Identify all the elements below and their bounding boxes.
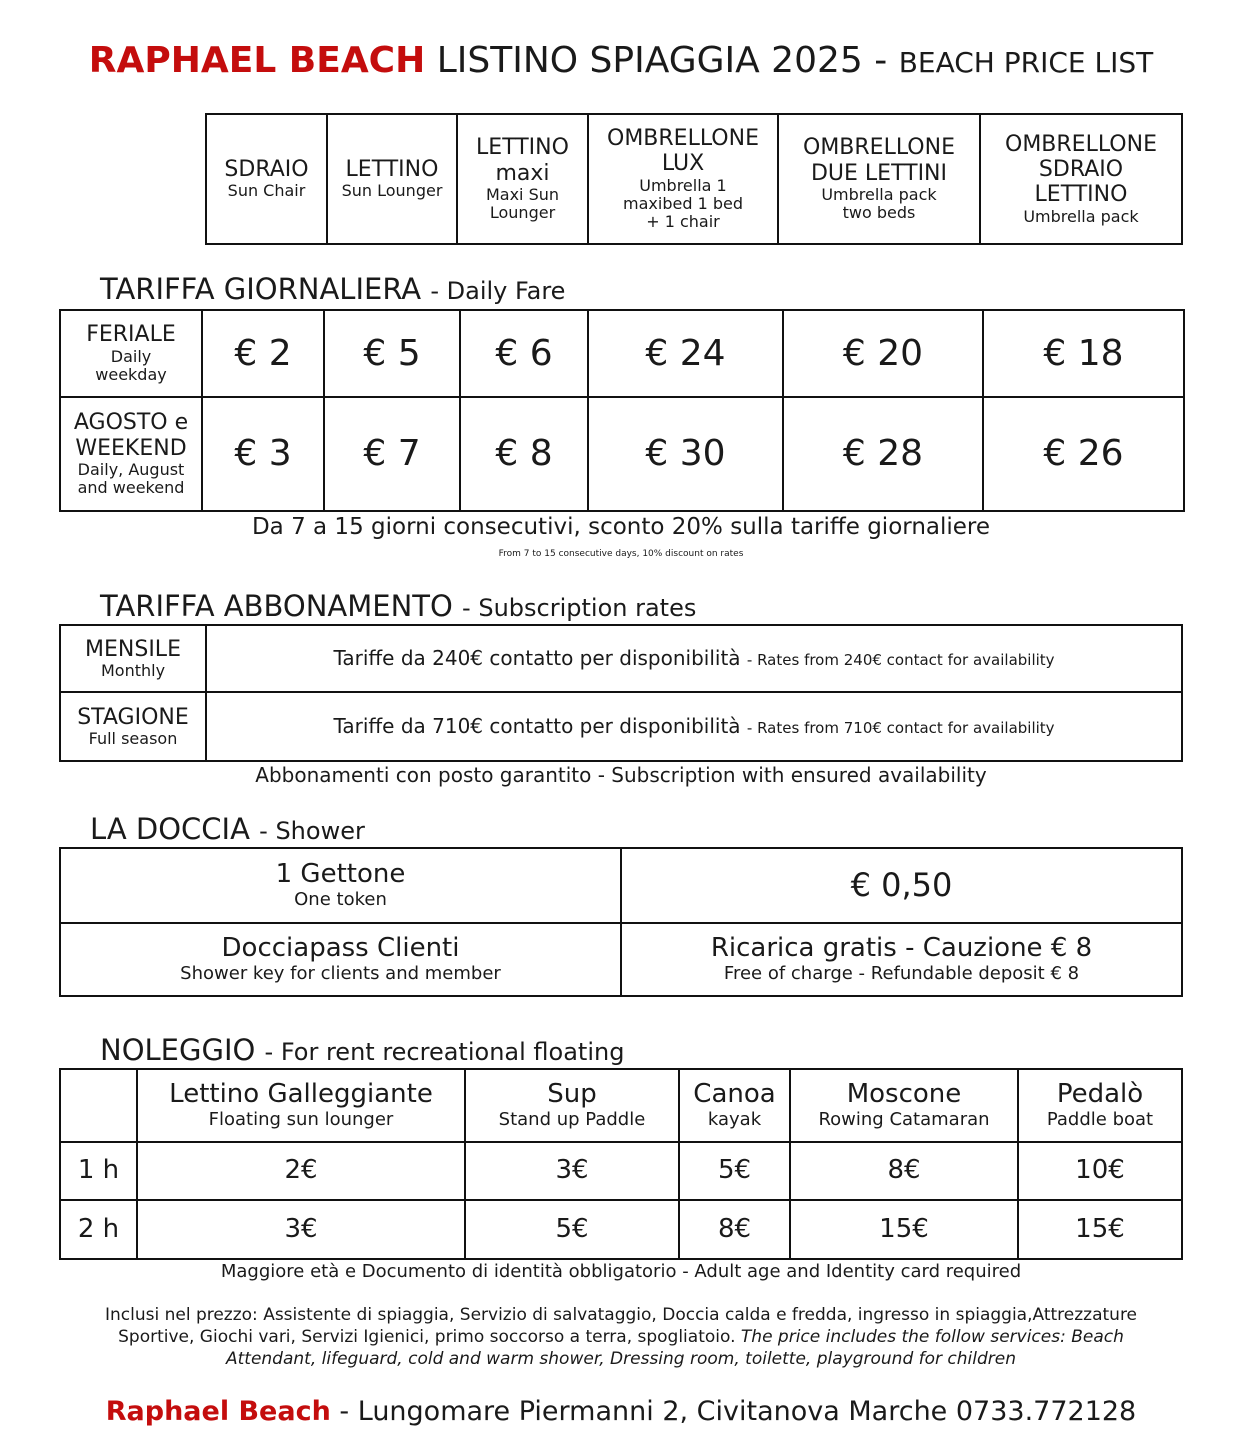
- rental-item: Lettino Galleggiante Floating sun lounger: [137, 1069, 465, 1142]
- rental-item: Sup Stand up Paddle: [465, 1069, 679, 1142]
- product-ombrellone-sdraio-lettino: OMBRELLONE SDRAIO LETTINO Umbrella pack: [980, 114, 1182, 244]
- rental-item: Moscone Rowing Catamaran: [790, 1069, 1018, 1142]
- rental-item: Canoa kayak: [679, 1069, 790, 1142]
- rental-price: 15€: [790, 1200, 1018, 1259]
- title-subtitle: BEACH PRICE LIST: [898, 46, 1154, 79]
- footer-address-text: - Lungomare Piermanni 2, Civitanova Marche 0733.772128: [339, 1396, 1137, 1427]
- price-cell: € 8: [460, 397, 588, 511]
- subscription-section-title: TARIFFA ABBONAMENTO - Subscription rates: [100, 589, 697, 623]
- title-text: LISTINO SPIAGGIA 2025 -: [436, 40, 888, 81]
- rental-price: 15€: [1018, 1200, 1182, 1259]
- daily-discount-note: Da 7 a 15 giorni consecutivi, sconto 20% sulla tariffe giornaliere: [251, 514, 991, 540]
- subscription-table: [59, 624, 1183, 762]
- included-line-3: Attendant, lifeguard, cold and warm shower, Dressing room, toilette, playground for children: [225, 1349, 1017, 1369]
- price-cell: € 5: [324, 310, 460, 397]
- fare-row-label: AGOSTO e WEEKEND Daily, August and weekend: [60, 397, 202, 511]
- shower-pass-price: Ricarica gratis - Cauzione € 8 Free of charge - Refundable deposit € 8: [621, 923, 1182, 996]
- daily-section-title: TARIFFA GIORNALIERA - Daily Fare: [100, 272, 566, 306]
- price-cell: € 6: [460, 310, 588, 397]
- product-ombrellone-lux: OMBRELLONE LUX Umbrella 1 maxibed 1 bed + 1 chair: [588, 114, 778, 244]
- product-ombrellone-due-lettini: OMBRELLONE DUE LETTINI Umbrella pack two beds: [778, 114, 980, 244]
- rental-corner: [60, 1069, 137, 1142]
- rental-price: 10€: [1018, 1142, 1182, 1200]
- price-cell: € 24: [588, 310, 783, 397]
- price-cell: € 28: [783, 397, 983, 511]
- price-cell: € 20: [783, 310, 983, 397]
- included-line-1: Inclusi nel prezzo: Assistente di spiaggia, Servizio di salvataggio, Doccia calda e fredda, ingresso in spiaggia,Attrezzature: [104, 1305, 1138, 1325]
- subscription-label: STAGIONE Full season: [60, 692, 206, 761]
- subscription-rate: Tariffe da 240€ contatto per disponibilità - Rates from 240€ contact for availability: [206, 625, 1182, 692]
- rental-note: Maggiore età e Documento di identità obbligatorio - Adult age and Identity card required: [220, 1261, 1022, 1282]
- price-cell: € 18: [983, 310, 1184, 397]
- rental-section-title: NOLEGGIO - For rent recreational floating: [100, 1033, 625, 1067]
- products-table: [205, 113, 1183, 245]
- page-title: [0, 40, 1242, 81]
- footer-brand: Raphael Beach: [105, 1396, 331, 1427]
- daily-discount-note-small: From 7 to 15 consecutive days, 10% discount on rates: [498, 549, 744, 559]
- shower-token: 1 Gettone One token: [60, 848, 621, 923]
- rental-price: 8€: [790, 1142, 1018, 1200]
- product-sdraio: SDRAIO Sun Chair: [206, 114, 327, 244]
- rental-price: 8€: [679, 1200, 790, 1259]
- price-cell: € 3: [202, 397, 324, 511]
- rental-duration: 2 h: [60, 1200, 137, 1259]
- included-line-2: Sportive, Giochi vari, Servizi Igienici, primo soccorso a terra, spogliatoio. The price includes the follow services: Beach: [118, 1327, 1124, 1347]
- fare-row-label: FERIALE Daily weekday: [60, 310, 202, 397]
- price-cell: € 7: [324, 397, 460, 511]
- product-lettino: LETTINO Sun Lounger: [327, 114, 457, 244]
- price-cell: € 26: [983, 397, 1184, 511]
- price-cell: € 2: [202, 310, 324, 397]
- rental-item: Pedalò Paddle boat: [1018, 1069, 1182, 1142]
- rental-table: [59, 1068, 1183, 1260]
- rental-price: 3€: [137, 1200, 465, 1259]
- rental-price: 5€: [679, 1142, 790, 1200]
- shower-token-price: € 0,50: [621, 848, 1182, 923]
- subscription-note: Abbonamenti con posto garantito - Subscription with ensured availability: [255, 763, 987, 787]
- rental-price: 2€: [137, 1142, 465, 1200]
- rental-price: 3€: [465, 1142, 679, 1200]
- rental-duration: 1 h: [60, 1142, 137, 1200]
- product-lettino-maxi: LETTINO maxi Maxi Sun Lounger: [457, 114, 588, 244]
- subscription-rate: Tariffe da 710€ contatto per disponibilità - Rates from 710€ contact for availability: [206, 692, 1182, 761]
- shower-table: [59, 847, 1183, 997]
- price-cell: € 30: [588, 397, 783, 511]
- shower-section-title: LA DOCCIA - Shower: [90, 812, 365, 846]
- brand-name: RAPHAEL BEACH: [88, 40, 426, 81]
- footer-address: [0, 1396, 1242, 1427]
- daily-fare-table: [59, 309, 1185, 512]
- subscription-label: MENSILE Monthly: [60, 625, 206, 692]
- shower-pass: Docciapass Clienti Shower key for clients and member: [60, 923, 621, 996]
- rental-price: 5€: [465, 1200, 679, 1259]
